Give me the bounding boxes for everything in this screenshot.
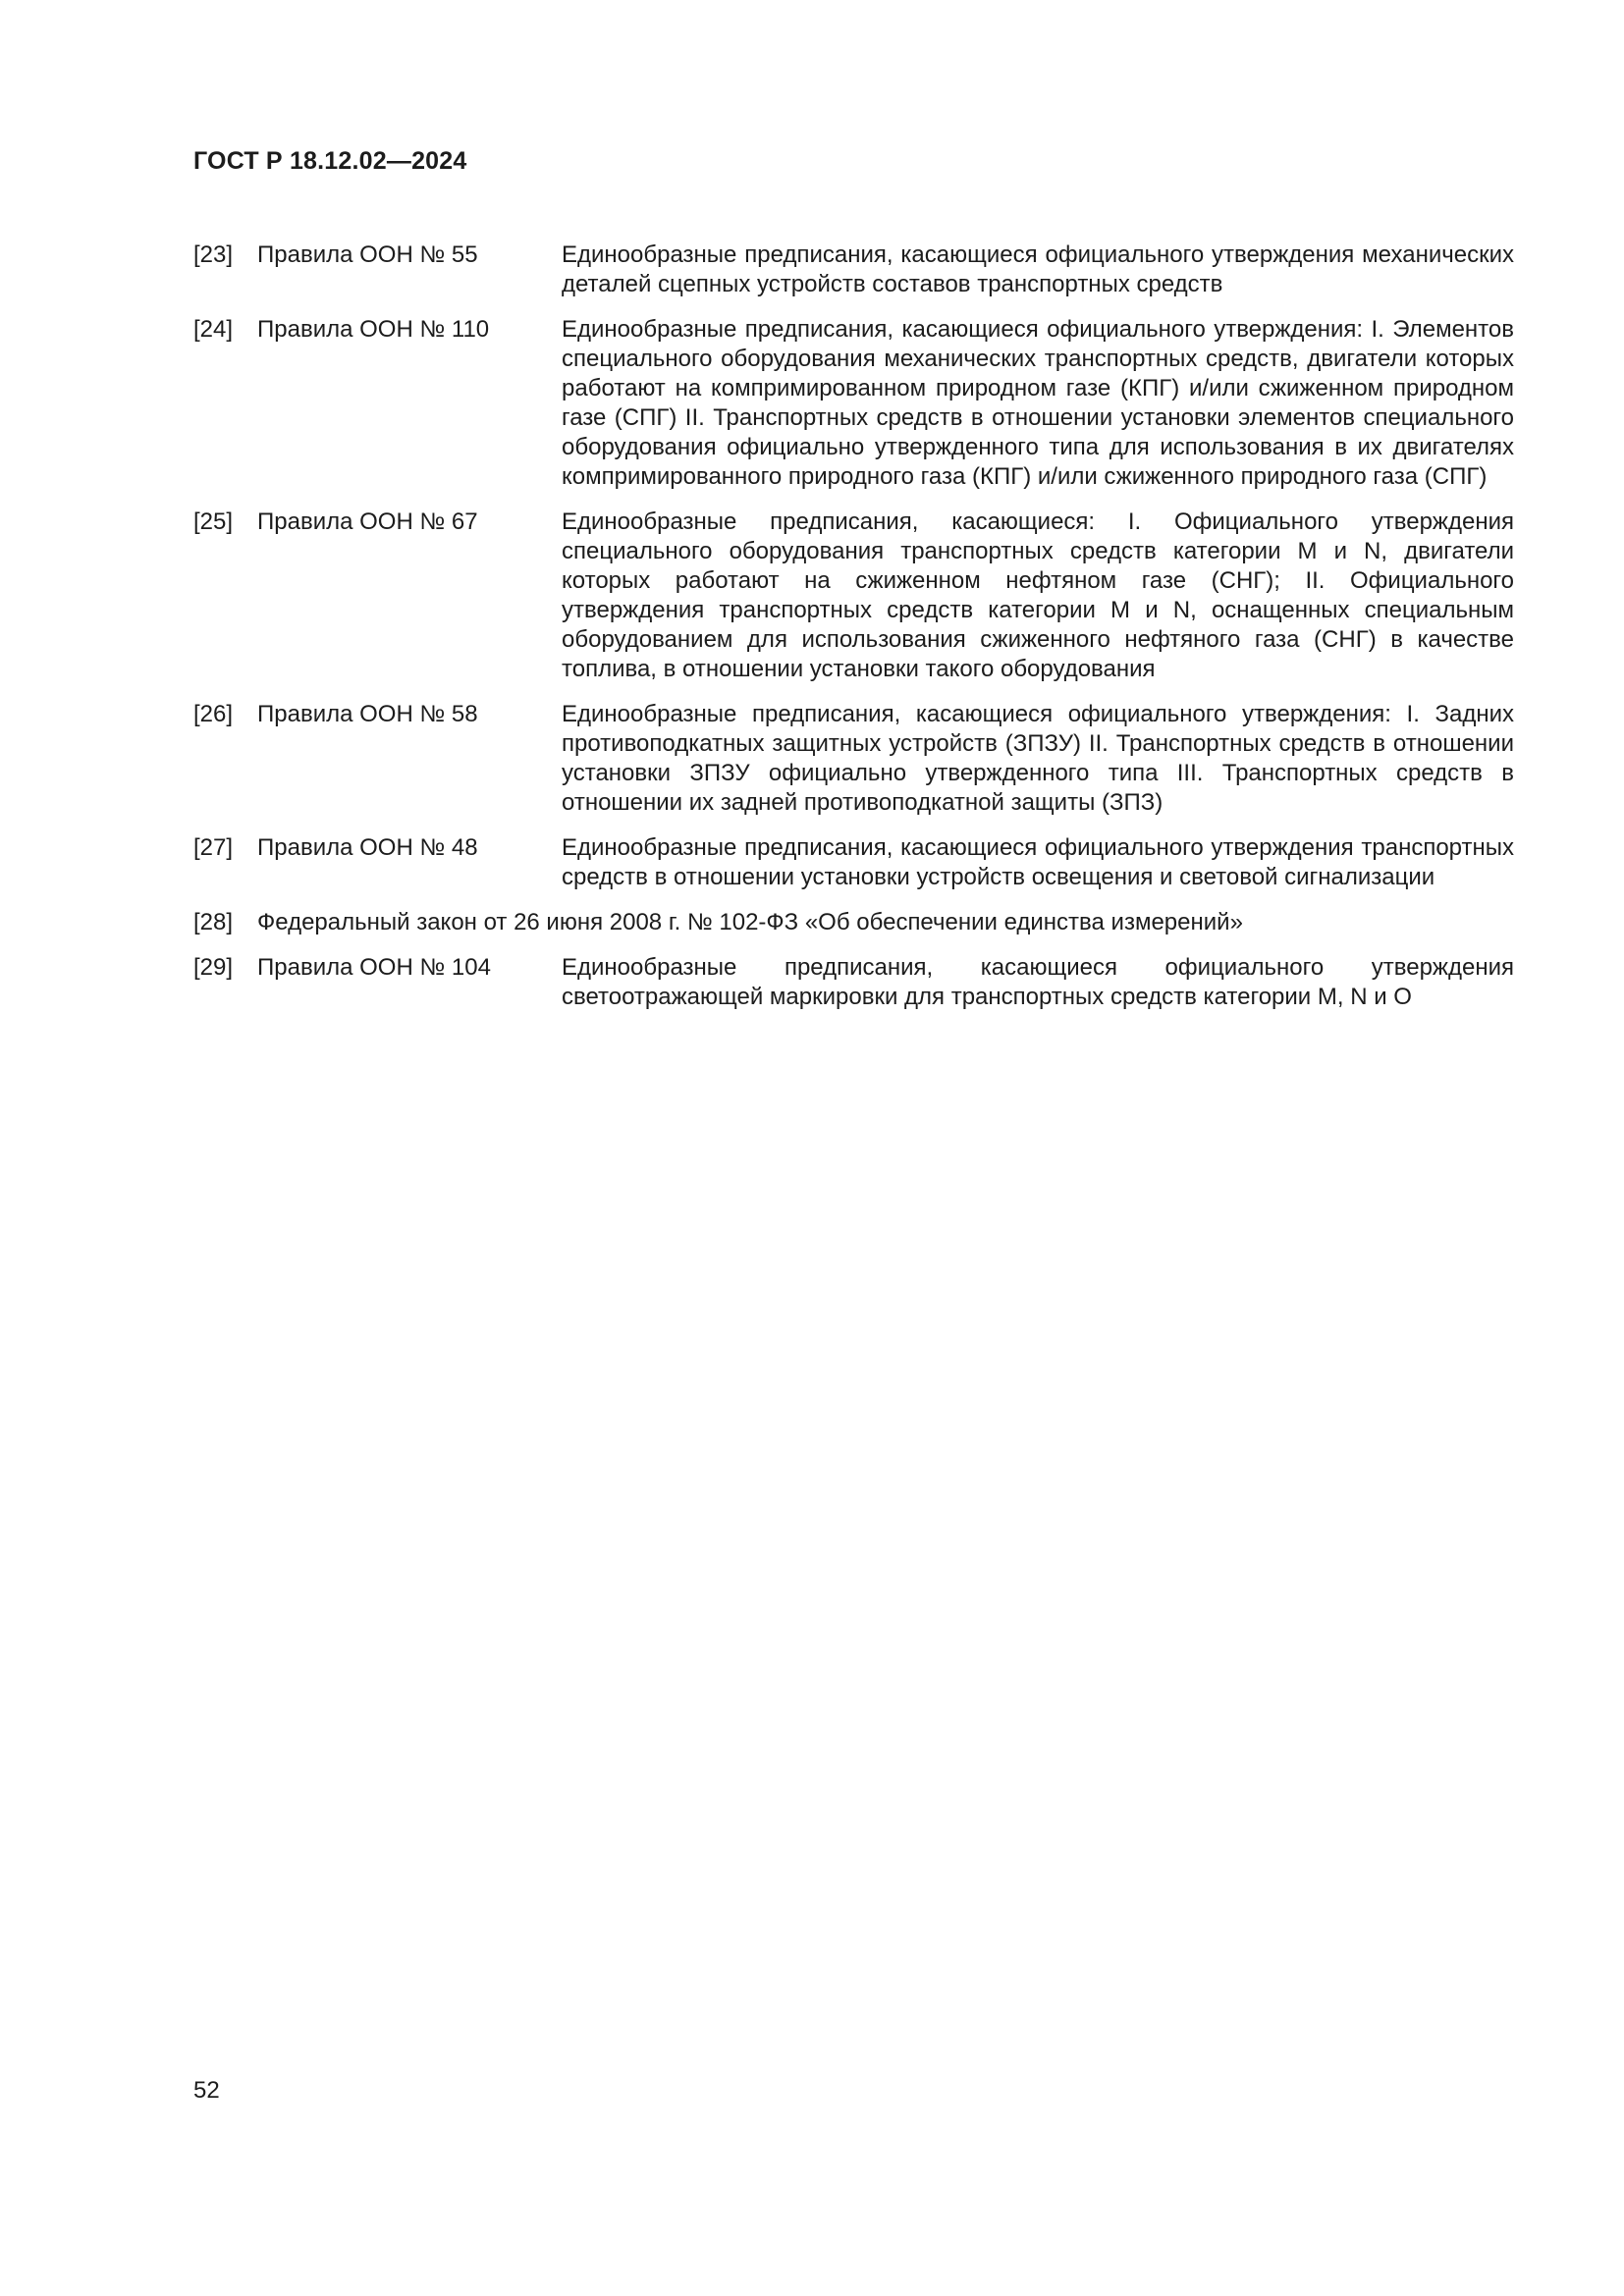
reference-number: [23] [193,241,234,268]
reference-source: Правила ООН № 58 [257,701,478,727]
reference-full-text: Федеральный закон от 26 июня 2008 г. № 102-ФЗ «Об обеспечении единства измерений» [257,909,1243,935]
page-number: 52 [193,2077,220,2104]
reference-source: Правила ООН № 110 [257,316,490,343]
reference-number: [25] [193,508,234,535]
reference-title: Единообразные предписания, касающиеся официального утверждения светоотражающей маркировки для транспортных средств категории M, N и O [562,954,1514,1010]
reference-title: Единообразные предписания, касающиеся официального утверждения механических деталей сцепных устройств составов транспортных средств [562,241,1514,297]
reference-source: Правила ООН № 55 [257,241,478,268]
reference-number: [29] [193,954,234,981]
reference-title: Единообразные предписания, касающиеся официального утверждения: I. Задних противоподкатных защитных устройств (ЗПЗУ) II. Транспортных средств в отношении установки ЗПЗУ официально утвержденного типа III. Транспортных средств в отношении их задней противоподкатной защиты (ЗПЗ) [562,701,1514,816]
reference-title: Единообразные предписания, касающиеся официального утверждения транспортных средств в отношении установки устройств освещения и световой сигнализации [562,834,1514,890]
bibliography-list [193,240,1514,1028]
reference-source: Правила ООН № 67 [257,508,478,535]
reference-item [193,240,1514,299]
reference-number: [26] [193,701,234,727]
reference-item [193,700,1514,818]
reference-number: [24] [193,316,234,343]
reference-number: [28] [193,909,234,935]
reference-item [193,908,1514,937]
reference-item [193,953,1514,1012]
reference-source: Правила ООН № 104 [257,954,491,981]
document-code-header: ГОСТ Р 18.12.02—2024 [193,147,467,175]
reference-number: [27] [193,834,234,861]
reference-title: Единообразные предписания, касающиеся: I. Официального утверждения специального оборудования транспортных средств категории M и N, двигатели которых работают на сжиженном нефтяном газе (СНГ); II. Официального утверждения транспортных средств категории M и N, оснащенных специальным оборудованием для использования сжиженного нефтяного газа (СНГ) в качестве топлива, в отношении установки такого оборудования [562,508,1514,682]
reference-title: Единообразные предписания, касающиеся официального утверждения: I. Элементов специального оборудования механических транспортных средств, двигатели которых работают на компримированном природном газе (КПГ) и/или сжиженном природном газе (СПГ) II. Транспортных средств в отношении установки элементов специального оборудования официально утвержденного типа для использования в их двигателях компримированного природного газа (КПГ) и/или сжиженного природного газа (СПГ) [562,316,1514,490]
reference-item [193,833,1514,892]
reference-item [193,315,1514,492]
reference-item [193,507,1514,684]
reference-source: Правила ООН № 48 [257,834,478,861]
